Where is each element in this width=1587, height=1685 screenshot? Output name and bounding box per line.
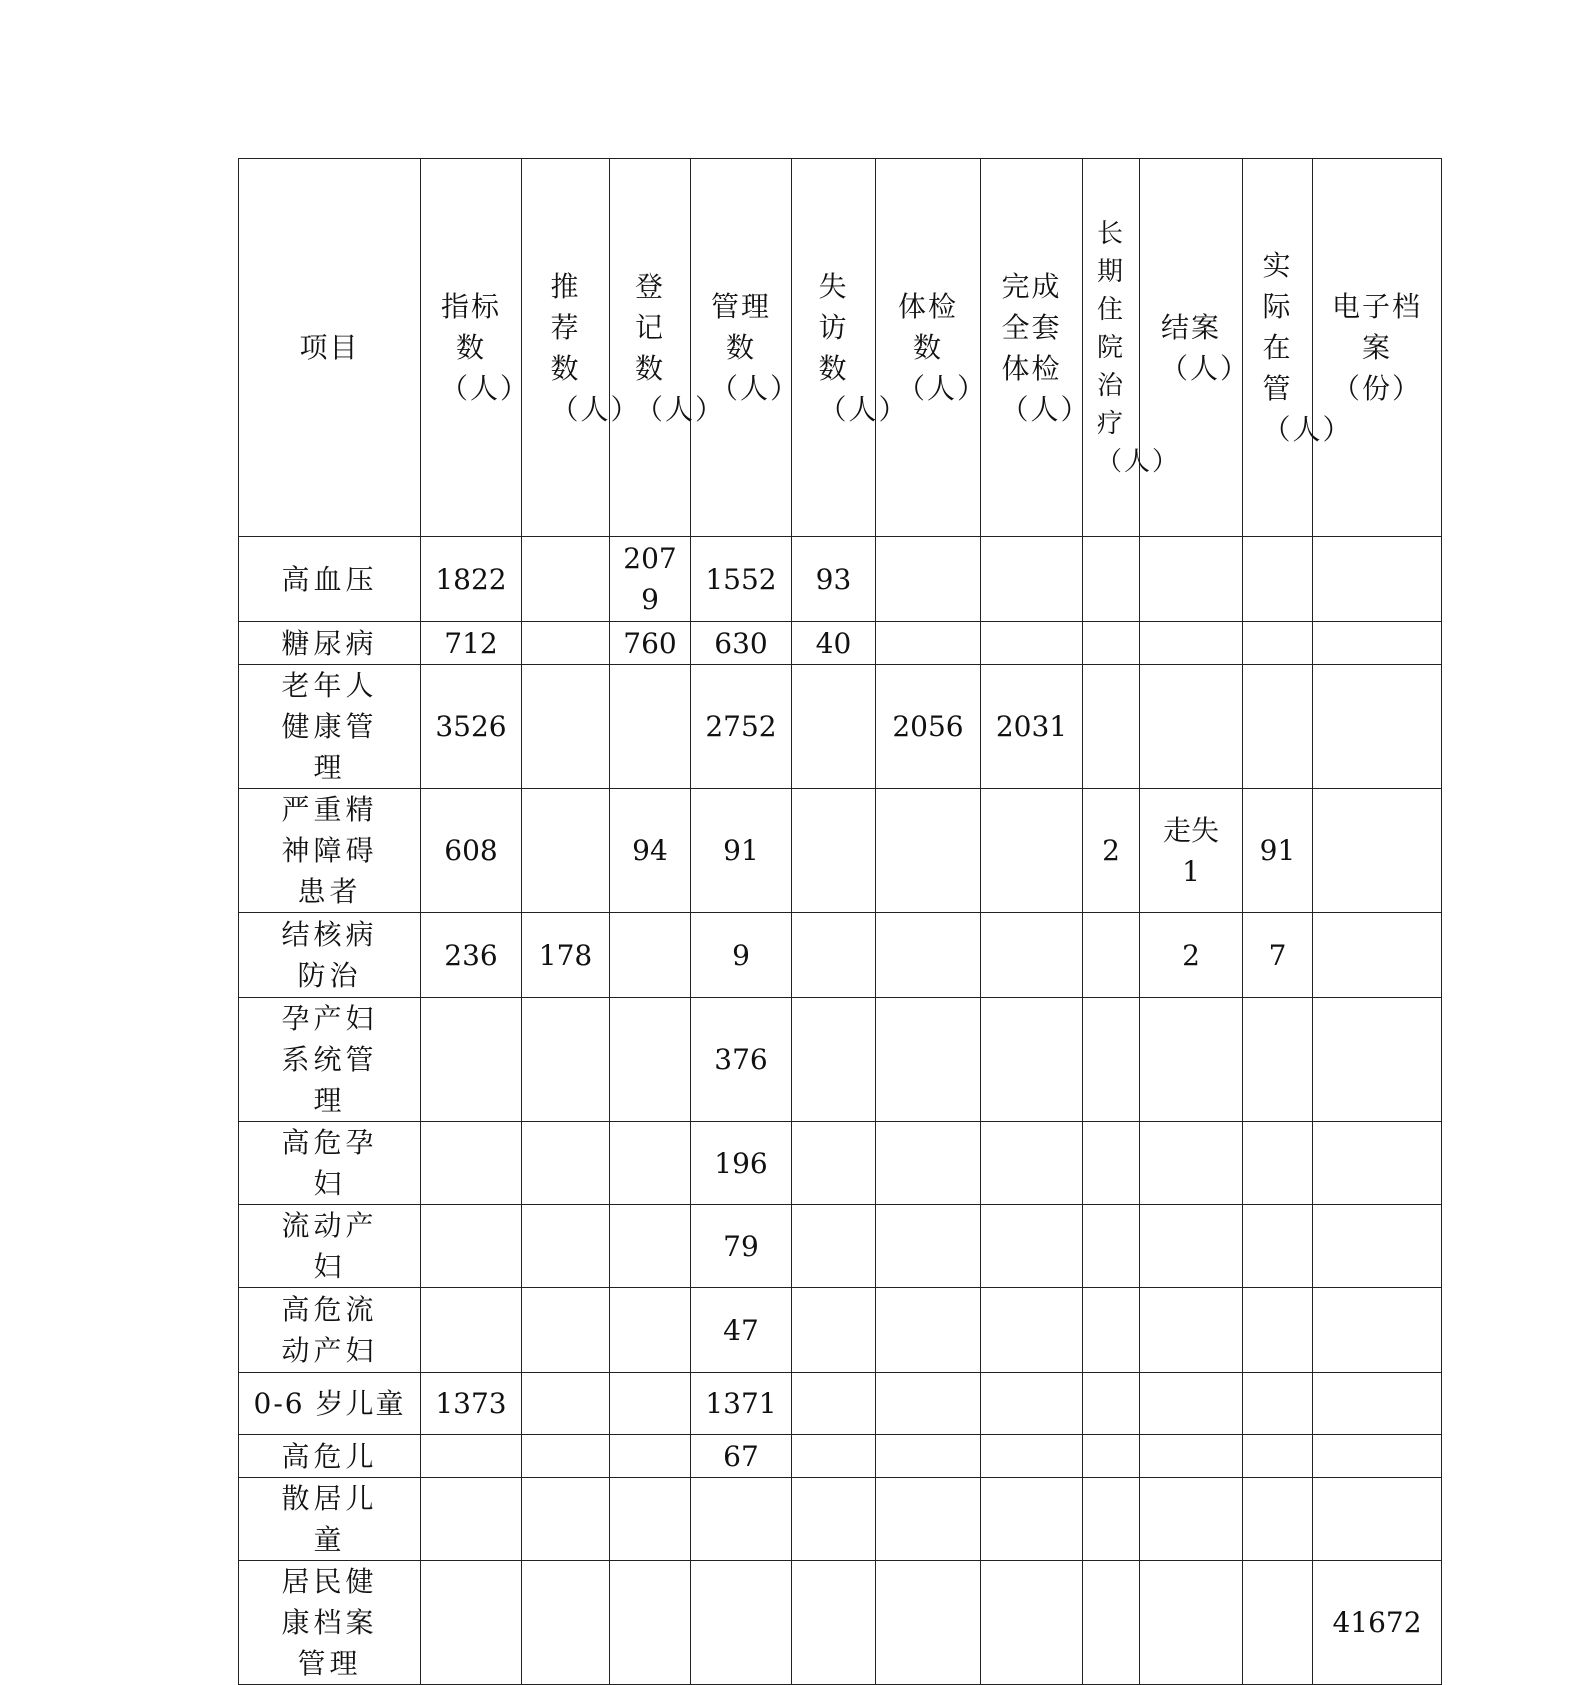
row-label-text: 散居儿童: [281, 1482, 378, 1556]
cell: [981, 1373, 1083, 1435]
header-managed-text: 管理数（人）: [710, 290, 801, 405]
cell: [1083, 1288, 1140, 1373]
table-row: [239, 1205, 1442, 1288]
cell: 93: [792, 537, 876, 622]
cell: [1140, 622, 1243, 665]
cell: [1313, 789, 1442, 913]
cell: [1243, 1478, 1313, 1561]
row-label-text: 严重精神障碍患者: [281, 793, 378, 908]
header-full-checkup-text: 完成全套体检（人）: [1000, 269, 1091, 426]
header-checkup: [876, 159, 988, 537]
cell: [981, 1122, 1083, 1205]
row-label-text: 结核病防治: [281, 918, 378, 992]
cell: [792, 1435, 876, 1478]
cell: [981, 622, 1083, 665]
row-label: [239, 1373, 421, 1435]
cell: [610, 1373, 691, 1435]
cell: [876, 1435, 981, 1478]
cell: [1243, 1561, 1313, 1685]
cell: [1243, 1373, 1313, 1435]
cell: 2752: [691, 665, 792, 789]
row-label: [239, 913, 421, 998]
table-row: [239, 998, 1442, 1122]
header-closed-text: 结案（人）: [1160, 310, 1251, 385]
header-long-hospital-text: 长期住院治疗（人）: [1096, 218, 1181, 477]
cell: [876, 1561, 981, 1685]
cell: [1313, 622, 1442, 665]
header-registered-text: 登记数（人）: [635, 269, 726, 426]
cell: 1371: [691, 1373, 792, 1435]
cell: [1140, 998, 1243, 1122]
cell: [876, 913, 981, 998]
cell: [1083, 1561, 1140, 1685]
header-in-management: [1243, 159, 1353, 537]
row-label: [239, 998, 421, 1122]
cell: [981, 1478, 1083, 1561]
cell: 2: [1140, 913, 1243, 998]
cell: [1313, 1478, 1442, 1561]
cell: [981, 1435, 1083, 1478]
cell: [792, 1478, 876, 1561]
cell: 3526: [421, 665, 522, 789]
cell: [792, 789, 876, 913]
cell: 236: [421, 913, 522, 998]
cell: [1243, 1288, 1313, 1373]
row-label: [239, 665, 421, 789]
cell: 40: [792, 622, 876, 665]
cell: [610, 913, 691, 998]
cell: [792, 1205, 876, 1288]
cell: [1140, 789, 1243, 913]
cell: [522, 537, 610, 622]
cell: [792, 1561, 876, 1685]
header-registered: [610, 159, 726, 537]
cell: [1083, 913, 1140, 998]
cell: [1313, 998, 1442, 1122]
cell: [792, 998, 876, 1122]
cell: [1313, 537, 1442, 622]
cell: [522, 1561, 610, 1685]
cell: 608: [421, 789, 522, 913]
header-item-text: 项目: [299, 331, 360, 364]
cell: [610, 998, 691, 1122]
header-row: [239, 159, 1442, 537]
cell: [421, 1561, 522, 1685]
cell: [792, 1288, 876, 1373]
cell: [1313, 1122, 1442, 1205]
cell: [691, 1478, 792, 1561]
table-row: [239, 665, 1442, 789]
table-row: [239, 1122, 1442, 1205]
cell: [1140, 1373, 1243, 1435]
cell: [421, 1478, 522, 1561]
cell: [981, 1205, 1083, 1288]
header-target: [421, 159, 531, 537]
cell: [1083, 998, 1140, 1122]
cell-text: 2079: [623, 542, 677, 616]
row-label-text: 流动产妇: [281, 1209, 378, 1283]
cell: [522, 789, 610, 913]
cell: [1313, 1288, 1442, 1373]
cell: [1140, 1205, 1243, 1288]
row-label-text: 高危孕妇: [281, 1126, 378, 1200]
cell: [876, 789, 981, 913]
cell: [522, 998, 610, 1122]
row-label-text: 孕产妇系统管理: [281, 1002, 378, 1117]
cell: [1313, 1205, 1442, 1288]
cell: [876, 1478, 981, 1561]
cell: [1140, 1288, 1243, 1373]
table-row: [239, 1435, 1442, 1478]
cell: [421, 1288, 522, 1373]
cell: [876, 998, 981, 1122]
header-item: [239, 159, 421, 537]
cell: [876, 622, 981, 665]
cell: 712: [421, 622, 522, 665]
cell: 79: [691, 1205, 792, 1288]
header-checkup-text: 体检数（人）: [897, 290, 988, 405]
cell: [981, 1561, 1083, 1685]
header-in-management-text: 实际在管（人）: [1262, 249, 1353, 446]
cell: [522, 1435, 610, 1478]
cell: 7: [1243, 913, 1313, 998]
cell: [792, 1373, 876, 1435]
header-recommended-text: 推荐数（人）: [550, 269, 641, 426]
cell: [792, 665, 876, 789]
row-label: [239, 1561, 421, 1685]
cell: [1313, 1435, 1442, 1478]
cell: [1140, 537, 1243, 622]
cell: [1243, 622, 1313, 665]
cell: [1243, 1122, 1313, 1205]
cell: [1140, 1435, 1243, 1478]
cell: [1243, 665, 1313, 789]
cell: [522, 1478, 610, 1561]
header-closed: [1140, 159, 1251, 537]
cell-text: 走失1: [1162, 813, 1219, 888]
cell: [1140, 1122, 1243, 1205]
cell: 2056: [876, 665, 981, 789]
row-label: [239, 1205, 421, 1288]
table-row: [239, 1561, 1442, 1685]
cell: [522, 1205, 610, 1288]
header-lost: [792, 159, 909, 537]
cell: [876, 1288, 981, 1373]
cell: [876, 1373, 981, 1435]
cell: [1083, 1122, 1140, 1205]
header-recommended: [522, 159, 641, 537]
cell: [421, 1205, 522, 1288]
cell: [1243, 1205, 1313, 1288]
cell: [522, 665, 610, 789]
cell: [610, 1288, 691, 1373]
header-e-archive: [1313, 159, 1442, 537]
cell: [981, 537, 1083, 622]
cell: [1243, 1435, 1313, 1478]
cell: [1083, 665, 1140, 789]
cell: [1140, 665, 1243, 789]
cell: [610, 1205, 691, 1288]
cell: [792, 1122, 876, 1205]
cell: 2031: [981, 665, 1083, 789]
row-label: [239, 622, 421, 665]
cell: [421, 1122, 522, 1205]
cell: [981, 789, 1083, 913]
cell: [792, 913, 876, 998]
cell: [1313, 1373, 1442, 1435]
cell: [1140, 1478, 1243, 1561]
cell: [610, 1435, 691, 1478]
cell: [610, 537, 691, 622]
table-row: [239, 622, 1442, 665]
cell: [522, 1373, 610, 1435]
cell: 196: [691, 1122, 792, 1205]
cell: [1083, 1435, 1140, 1478]
cell: 630: [691, 622, 792, 665]
cell: 91: [1243, 789, 1313, 913]
cell: [1313, 665, 1442, 789]
cell: [981, 998, 1083, 1122]
table-row: [239, 537, 1442, 622]
cell: 1373: [421, 1373, 522, 1435]
table-row: [239, 1373, 1442, 1435]
cell: [1243, 998, 1313, 1122]
cell: 91: [691, 789, 792, 913]
cell: [421, 998, 522, 1122]
cell: [876, 537, 981, 622]
row-label: [239, 537, 421, 622]
cell: [876, 1122, 981, 1205]
cell: [1083, 1478, 1140, 1561]
cell: [610, 665, 691, 789]
cell: [610, 1561, 691, 1685]
cell: 178: [522, 913, 610, 998]
cell: 1822: [421, 537, 522, 622]
cell: [981, 913, 1083, 998]
cell: [691, 1561, 792, 1685]
statistics-table: [238, 158, 1442, 1685]
header-target-text: 指标数（人）: [440, 290, 531, 405]
row-label: [239, 789, 421, 913]
header-long-hospital: [1083, 159, 1181, 537]
row-label: [239, 1435, 421, 1478]
row-label: [239, 1478, 421, 1561]
cell: [1313, 913, 1442, 998]
row-label-text: 糖尿病: [281, 626, 378, 660]
cell: [522, 1122, 610, 1205]
header-managed: [691, 159, 801, 537]
row-label-text: 高危流动产妇: [281, 1293, 378, 1367]
cell: [522, 622, 610, 665]
cell: [876, 1205, 981, 1288]
cell: 376: [691, 998, 792, 1122]
header-full-checkup: [981, 159, 1091, 537]
row-label-text: 高血压: [281, 562, 378, 596]
table-row: [239, 1288, 1442, 1373]
header-e-archive-text: 电子档案（份）: [1332, 290, 1423, 405]
row-label: [239, 1122, 421, 1205]
table-row: [239, 913, 1442, 998]
cell: [522, 1288, 610, 1373]
row-label-text: 高危儿: [281, 1439, 378, 1473]
row-label: [239, 1288, 421, 1373]
cell: [981, 1288, 1083, 1373]
cell: 760: [610, 622, 691, 665]
cell: 41672: [1313, 1561, 1442, 1685]
table-row: [239, 1478, 1442, 1561]
cell: [610, 1122, 691, 1205]
cell: [1083, 1205, 1140, 1288]
cell: 2: [1083, 789, 1140, 913]
row-label-text: 居民健康档案管理: [281, 1565, 378, 1680]
cell: [1140, 1561, 1243, 1685]
cell: [421, 1435, 522, 1478]
cell: [1083, 537, 1140, 622]
header-lost-text: 失访数（人）: [818, 269, 909, 426]
cell: 67: [691, 1435, 792, 1478]
cell: 9: [691, 913, 792, 998]
cell: [1243, 537, 1313, 622]
cell: 47: [691, 1288, 792, 1373]
cell: 94: [610, 789, 691, 913]
row-label-text: 老年人健康管理: [281, 669, 378, 784]
cell: [1083, 1373, 1140, 1435]
table-row: [239, 789, 1442, 913]
cell: 1552: [691, 537, 792, 622]
cell: [1083, 622, 1140, 665]
cell: [610, 1478, 691, 1561]
row-label-text: 0-6 岁儿童: [253, 1387, 406, 1420]
